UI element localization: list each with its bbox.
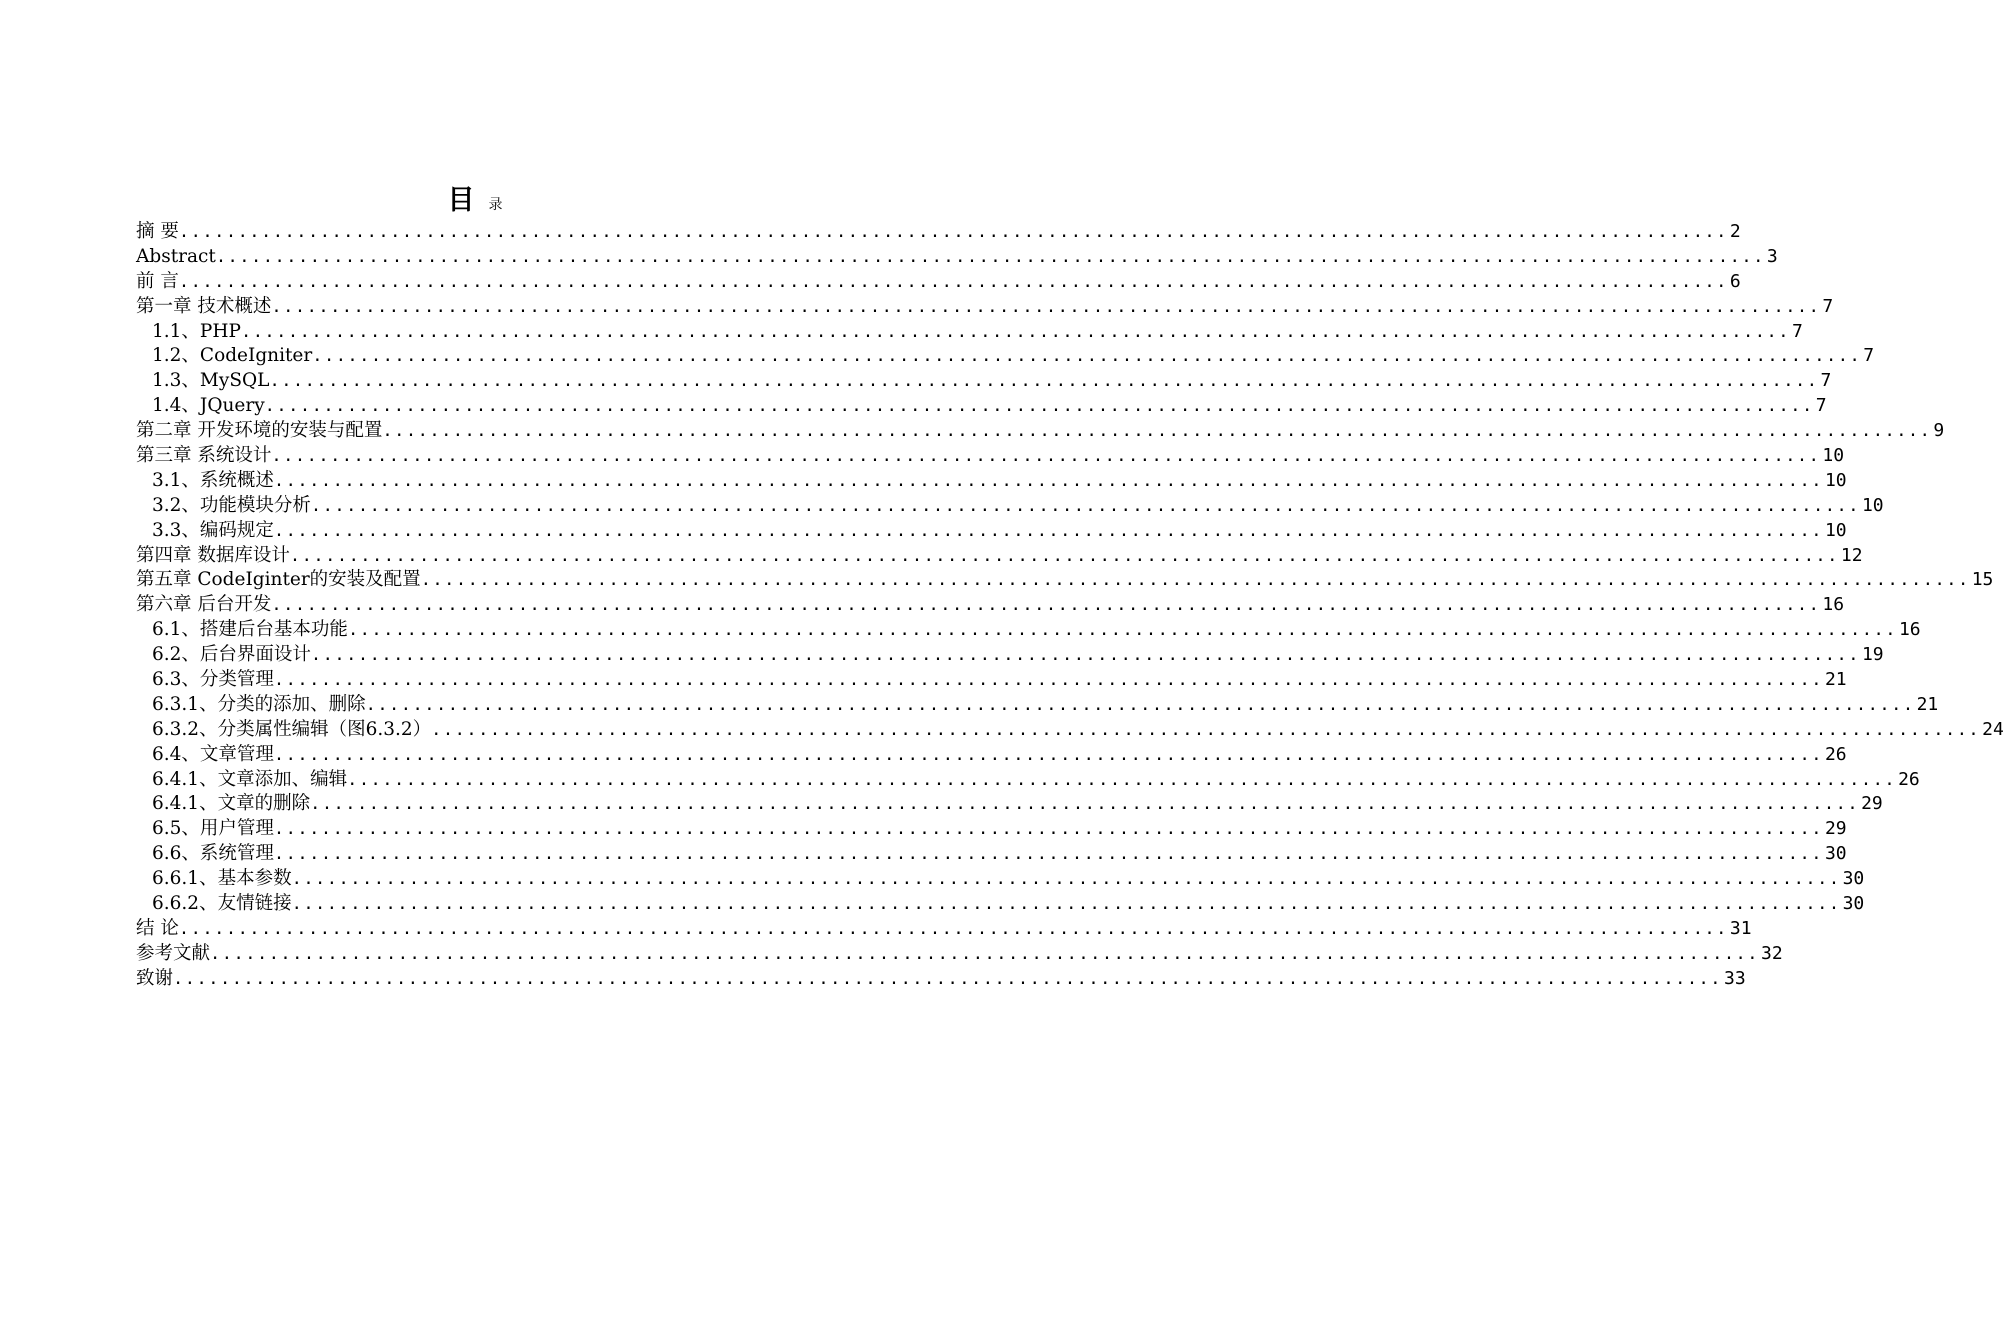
leader-dots: ....................................................................................................................................: [271, 446, 1821, 467]
toc-entry-page: 10: [1822, 445, 1845, 467]
leader-dots: ....................................................................................................................................: [273, 744, 1823, 765]
toc-entry[interactable]: [136, 618, 1921, 643]
toc-entry[interactable]: [136, 369, 1832, 394]
leader-dots: ....................................................................................................................................: [291, 869, 1841, 890]
toc-entry-label: 6.4、文章管理: [152, 743, 274, 765]
toc-entry[interactable]: [136, 867, 1865, 892]
toc-entry-page: 29: [1861, 793, 1883, 815]
toc-entry-label: 1.3、MySQL: [152, 370, 270, 392]
toc-entry[interactable]: [136, 245, 1778, 270]
toc-entry[interactable]: [136, 593, 1845, 618]
toc-entry[interactable]: [136, 817, 1847, 842]
leader-dots: ....................................................................................................................................: [289, 545, 1839, 566]
toc-entry[interactable]: [136, 892, 1865, 917]
leader-dots: ....................................................................................................................................: [347, 769, 1897, 790]
toc-entry[interactable]: [136, 544, 1863, 569]
toc-entry-label: 1.4、JQuery: [152, 395, 265, 417]
leader-dots: ....................................................................................................................................: [271, 296, 1821, 317]
table-of-contents: [136, 220, 2004, 992]
leader-dots: ....................................................................................................................................: [178, 222, 1728, 242]
leader-dots: ....................................................................................................................................: [382, 421, 1932, 442]
toc-entry-label: 参考文献: [136, 942, 211, 964]
toc-entry-label: 3.3、编码规定: [152, 519, 274, 541]
toc-entry[interactable]: [136, 469, 1847, 494]
toc-entry-label: 3.2、功能模块分析: [152, 494, 311, 516]
toc-entry-page: 7: [1822, 295, 1834, 317]
leader-dots: ....................................................................................................................................: [291, 894, 1841, 915]
leader-dots: ....................................................................................................................................: [273, 819, 1823, 840]
leader-dots: ....................................................................................................................................: [420, 570, 1970, 591]
leader-dots: ....................................................................................................................................: [431, 719, 1981, 740]
leader-dots: ....................................................................................................................................: [269, 371, 1819, 392]
toc-entry-label: 6.4.1、文章添加、编辑: [152, 768, 348, 790]
toc-entry[interactable]: [136, 917, 1752, 942]
leader-dots: ....................................................................................................................................: [310, 794, 1860, 815]
toc-entry-page: 29: [1824, 818, 1847, 840]
toc-entry-label: 摘 要: [136, 221, 179, 242]
toc-entry-label: 前 言: [136, 270, 179, 292]
leader-dots: ....................................................................................................................................: [310, 645, 1860, 666]
toc-entry[interactable]: [136, 568, 1994, 593]
toc-entry[interactable]: [136, 344, 1875, 369]
toc-entry-page: 7: [1815, 395, 1827, 417]
toc-title-sub: 录: [488, 197, 503, 213]
toc-entry-label: 第四章 数据库设计: [136, 544, 290, 566]
leader-dots: ....................................................................................................................................: [271, 595, 1821, 616]
toc-entry[interactable]: [136, 295, 1834, 320]
toc-entry-label: 6.4.1、文章的删除: [152, 793, 311, 815]
toc-entry-label: 第三章 系统设计: [136, 445, 272, 467]
leader-dots: ....................................................................................................................................: [210, 943, 1760, 964]
toc-entry[interactable]: [136, 419, 1945, 444]
leader-dots: ....................................................................................................................................: [310, 495, 1860, 516]
leader-dots: ....................................................................................................................................: [273, 844, 1823, 865]
toc-entry-page: 9: [1933, 420, 1945, 442]
toc-entry-page: 7: [1820, 370, 1832, 392]
toc-entry-label: 6.6.1、基本参数: [152, 868, 292, 890]
toc-entry-page: 7: [1863, 345, 1875, 367]
toc-entry-page: 12: [1840, 544, 1863, 566]
toc-entry[interactable]: [136, 320, 1803, 345]
toc-entry[interactable]: [136, 942, 1783, 967]
leader-dots: ....................................................................................................................................: [264, 396, 1814, 417]
toc-entry-page: 10: [1861, 494, 1884, 516]
toc-entry-page: 30: [1842, 868, 1865, 890]
toc-entry-page: 2: [1729, 221, 1741, 242]
toc-entry-label: 6.3、分类管理: [152, 669, 274, 691]
toc-entry[interactable]: [136, 842, 1847, 867]
toc-entry-page: 30: [1824, 843, 1847, 865]
toc-entry-label: 1.1、PHP: [152, 320, 241, 342]
toc-entry-page: 7: [1791, 320, 1803, 342]
toc-entry-page: 31: [1729, 917, 1752, 939]
toc-entry-label: 第一章 技术概述: [136, 295, 272, 317]
toc-entry-page: 21: [1824, 669, 1847, 691]
toc-entry-label: 6.6、系统管理: [152, 843, 274, 865]
toc-entry[interactable]: [136, 693, 1939, 718]
toc-entry-label: 第六章 后台开发: [136, 594, 272, 616]
toc-entry-page: 26: [1824, 743, 1847, 765]
toc-entry-page: 30: [1842, 893, 1865, 915]
leader-dots: ....................................................................................................................................: [173, 968, 1723, 989]
toc-entry[interactable]: [136, 220, 1741, 245]
toc-entry[interactable]: [136, 394, 1827, 419]
leader-dots: ....................................................................................................................................: [273, 520, 1823, 541]
toc-entry-page: 32: [1761, 942, 1783, 964]
toc-entry[interactable]: [136, 668, 1847, 693]
toc-entry-page: 24: [1982, 718, 2004, 740]
toc-entry-label: 第五章 CodeIginter的安装及配置: [136, 569, 421, 591]
toc-entry[interactable]: [136, 792, 1883, 817]
toc-entry-page: 6: [1729, 270, 1741, 292]
toc-entry-page: 16: [1822, 594, 1845, 616]
toc-entry[interactable]: [136, 494, 1884, 519]
toc-entry-page: 15: [1971, 569, 1994, 591]
toc-title: [0, 178, 950, 217]
toc-entry-label: 致谢: [136, 967, 174, 989]
toc-entry[interactable]: [136, 444, 1845, 469]
leader-dots: ....................................................................................................................................: [215, 246, 1765, 267]
toc-entry-label: 6.5、用户管理: [152, 818, 274, 840]
toc-entry[interactable]: [136, 967, 1746, 992]
toc-entry[interactable]: [136, 270, 1741, 295]
leader-dots: ....................................................................................................................................: [273, 670, 1823, 691]
leader-dots: ....................................................................................................................................: [240, 321, 1790, 342]
toc-entry-label: 6.1、搭建后台基本功能: [152, 619, 348, 641]
leader-dots: ....................................................................................................................................: [178, 271, 1728, 292]
leader-dots: ....................................................................................................................................: [273, 470, 1823, 491]
toc-entry-label: 结 论: [136, 917, 179, 939]
leader-dots: ....................................................................................................................................: [347, 620, 1897, 641]
toc-entry-page: 10: [1824, 469, 1847, 491]
toc-entry-page: 16: [1898, 619, 1921, 641]
toc-entry-label: Abstract: [136, 245, 216, 267]
toc-entry[interactable]: [136, 643, 1884, 668]
toc-entry-page: 19: [1861, 644, 1884, 666]
toc-entry-page: 33: [1724, 967, 1746, 989]
toc-entry-page: 3: [1766, 245, 1778, 267]
leader-dots: ....................................................................................................................................: [178, 918, 1728, 939]
toc-entry-label: 6.3.1、分类的添加、删除: [152, 693, 366, 715]
leader-dots: ....................................................................................................................................: [365, 694, 1915, 715]
toc-entry-page: 26: [1898, 768, 1920, 790]
toc-entry[interactable]: [136, 718, 2004, 743]
toc-entry-label: 6.2、后台界面设计: [152, 644, 311, 666]
toc-entry-label: 第二章 开发环境的安装与配置: [136, 420, 383, 442]
toc-entry-page: 10: [1824, 519, 1847, 541]
toc-entry-label: 1.2、CodeIgniter: [152, 345, 313, 367]
toc-entry-label: 3.1、系统概述: [152, 469, 274, 491]
toc-entry-label: 6.6.2、友情链接: [152, 893, 292, 915]
toc-entry[interactable]: [136, 519, 1847, 544]
toc-entry[interactable]: [136, 768, 1920, 793]
toc-entry-label: 6.3.2、分类属性编辑（图6.3.2）: [152, 718, 432, 740]
toc-entry-page: 21: [1916, 693, 1939, 715]
toc-title-main: 目: [447, 185, 475, 216]
toc-entry[interactable]: [136, 743, 1847, 768]
leader-dots: ....................................................................................................................................: [312, 346, 1862, 367]
